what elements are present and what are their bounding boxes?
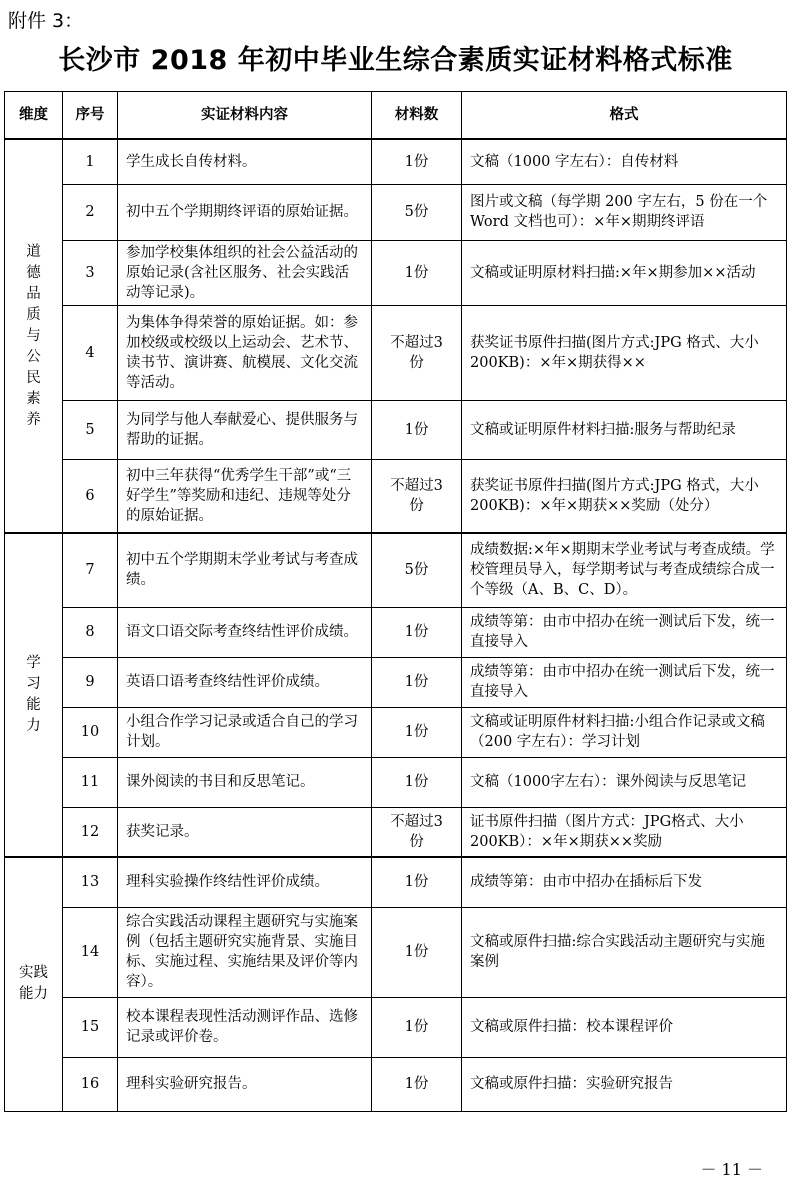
format-cell: 获奖证书原件扫描(图片方式:JPG 格式，大小 200KB)：×年×期获××奖励（处分） [462,459,787,533]
standards-table [4,91,787,1112]
count-cell: 1份 [372,997,462,1057]
table-row [5,240,787,305]
content-cell: 校本课程表现性活动测评作品、选修记录或评价卷。 [118,997,372,1057]
index-cell: 4 [63,305,118,400]
index-cell: 13 [63,857,118,907]
content-cell: 综合实践活动课程主题研究与实施案例（包括主题研究实施背景、实施目标、实施过程、实施结果及评价等内容）。 [118,907,372,997]
count-cell: 1份 [372,857,462,907]
index-cell: 5 [63,400,118,459]
table-header-row [5,92,787,140]
format-cell: 成绩等第：由市中招办在统一测试后下发，统一直接导入 [462,607,787,657]
index-cell: 12 [63,807,118,857]
format-cell: 证书原件扫描（图片方式：JPG格式、大小200KB）：×年×期获××奖励 [462,807,787,857]
dimension-cell [5,139,63,533]
format-cell: 获奖证书原件扫描(图片方式:JPG 格式、大小 200KB)：×年×期获得×× [462,305,787,400]
index-cell: 8 [63,607,118,657]
count-cell: 1份 [372,1057,462,1111]
content-cell: 英语口语考查终结性评价成绩。 [118,657,372,707]
index-cell: 7 [63,533,118,607]
table-row [5,807,787,857]
index-cell: 16 [63,1057,118,1111]
table-row [5,400,787,459]
format-cell: 文稿或证明原材料扫描:×年×期参加××活动 [462,240,787,305]
table-row [5,657,787,707]
header-count: 材料数 [372,92,462,140]
format-cell: 文稿或证明原件材料扫描:服务与帮助纪录 [462,400,787,459]
content-cell: 为同学与他人奉献爱心、提供服务与帮助的证据。 [118,400,372,459]
index-cell: 2 [63,184,118,240]
table-row [5,857,787,907]
dimension-label: 道德品质与公民素养 [26,243,41,428]
index-cell: 11 [63,757,118,807]
count-cell: 1份 [372,707,462,757]
format-cell: 成绩等第：由市中招办在统一测试后下发，统一直接导入 [462,657,787,707]
table-row [5,139,787,184]
format-cell: 成绩数据:×年×期期末学业考试与考查成绩。学校管理员导入，每学期考试与考查成绩综合成一个等级（A、B、C、D）。 [462,533,787,607]
content-cell: 初中五个学期期末学业考试与考查成绩。 [118,533,372,607]
content-cell: 学生成长自传材料。 [118,139,372,184]
count-cell: 5份 [372,184,462,240]
count-cell: 5份 [372,533,462,607]
header-dimension: 维度 [5,92,63,140]
table-row [5,1057,787,1111]
content-cell: 参加学校集体组织的社会公益活动的原始记录(含社区服务、社会实践活动等记录)。 [118,240,372,305]
table-row [5,757,787,807]
content-cell: 初中三年获得“优秀学生干部”或“三好学生”等奖励和违纪、违规等处分的原始证据。 [118,459,372,533]
table-row [5,707,787,757]
format-cell: 文稿或原件扫描:综合实践活动主题研究与实施案例 [462,907,787,997]
count-cell: 1份 [372,607,462,657]
dimension-label: 学习能力 [26,655,41,734]
dimension-label: 实践能力 [19,965,48,1003]
count-cell: 1份 [372,400,462,459]
count-cell: 不超过3份 [372,459,462,533]
table-body [5,139,787,1111]
index-cell: 15 [63,997,118,1057]
format-cell: 图片或文稿（每学期 200 字左右，5 份在一个 Word 文档也可）：×年×期期终评语 [462,184,787,240]
count-cell: 1份 [372,907,462,997]
document-title: 长沙市 2018 年初中毕业生综合素质实证材料格式标准 [58,45,733,76]
count-cell: 1份 [372,139,462,184]
content-cell: 课外阅读的书目和反思笔记。 [118,757,372,807]
header-format: 格式 [462,92,787,140]
format-cell: 文稿或原件扫描：实验研究报告 [462,1057,787,1111]
content-cell: 获奖记录。 [118,807,372,857]
page-number: － 11 － [700,1160,763,1179]
format-cell: 文稿（1000字左右）：课外阅读与反思笔记 [462,757,787,807]
content-cell: 为集体争得荣誉的原始证据。如：参加校级或校级以上运动会、艺术节、读书节、演讲赛、航模展、文化交流等活动。 [118,305,372,400]
table-row [5,607,787,657]
content-cell: 小组合作学习记录或适合自己的学习计划。 [118,707,372,757]
format-cell: 文稿或证明原件材料扫描:小组合作记录或文稿（200 字左右）：学习计划 [462,707,787,757]
table-row [5,184,787,240]
table-row [5,997,787,1057]
index-cell: 9 [63,657,118,707]
count-cell: 1份 [372,757,462,807]
dimension-cell [5,533,63,857]
format-cell: 文稿或原件扫描：校本课程评价 [462,997,787,1057]
index-cell: 6 [63,459,118,533]
header-content: 实证材料内容 [118,92,372,140]
content-cell: 理科实验操作终结性评价成绩。 [118,857,372,907]
content-cell: 理科实验研究报告。 [118,1057,372,1111]
header-index: 序号 [63,92,118,140]
content-cell: 初中五个学期期终评语的原始证据。 [118,184,372,240]
index-cell: 1 [63,139,118,184]
table-row [5,459,787,533]
index-cell: 14 [63,907,118,997]
count-cell: 不超过3份 [372,807,462,857]
content-cell: 语文口语交际考查终结性评价成绩。 [118,607,372,657]
table-row [5,907,787,997]
table-row [5,533,787,607]
dimension-cell [5,857,63,1111]
table-row [5,305,787,400]
index-cell: 10 [63,707,118,757]
count-cell: 1份 [372,240,462,305]
format-cell: 成绩等第：由市中招办在插标后下发 [462,857,787,907]
attachment-label: 附件 3： [8,10,84,32]
count-cell: 不超过3份 [372,305,462,400]
index-cell: 3 [63,240,118,305]
count-cell: 1份 [372,657,462,707]
format-cell: 文稿（1000 字左右）：自传材料 [462,139,787,184]
